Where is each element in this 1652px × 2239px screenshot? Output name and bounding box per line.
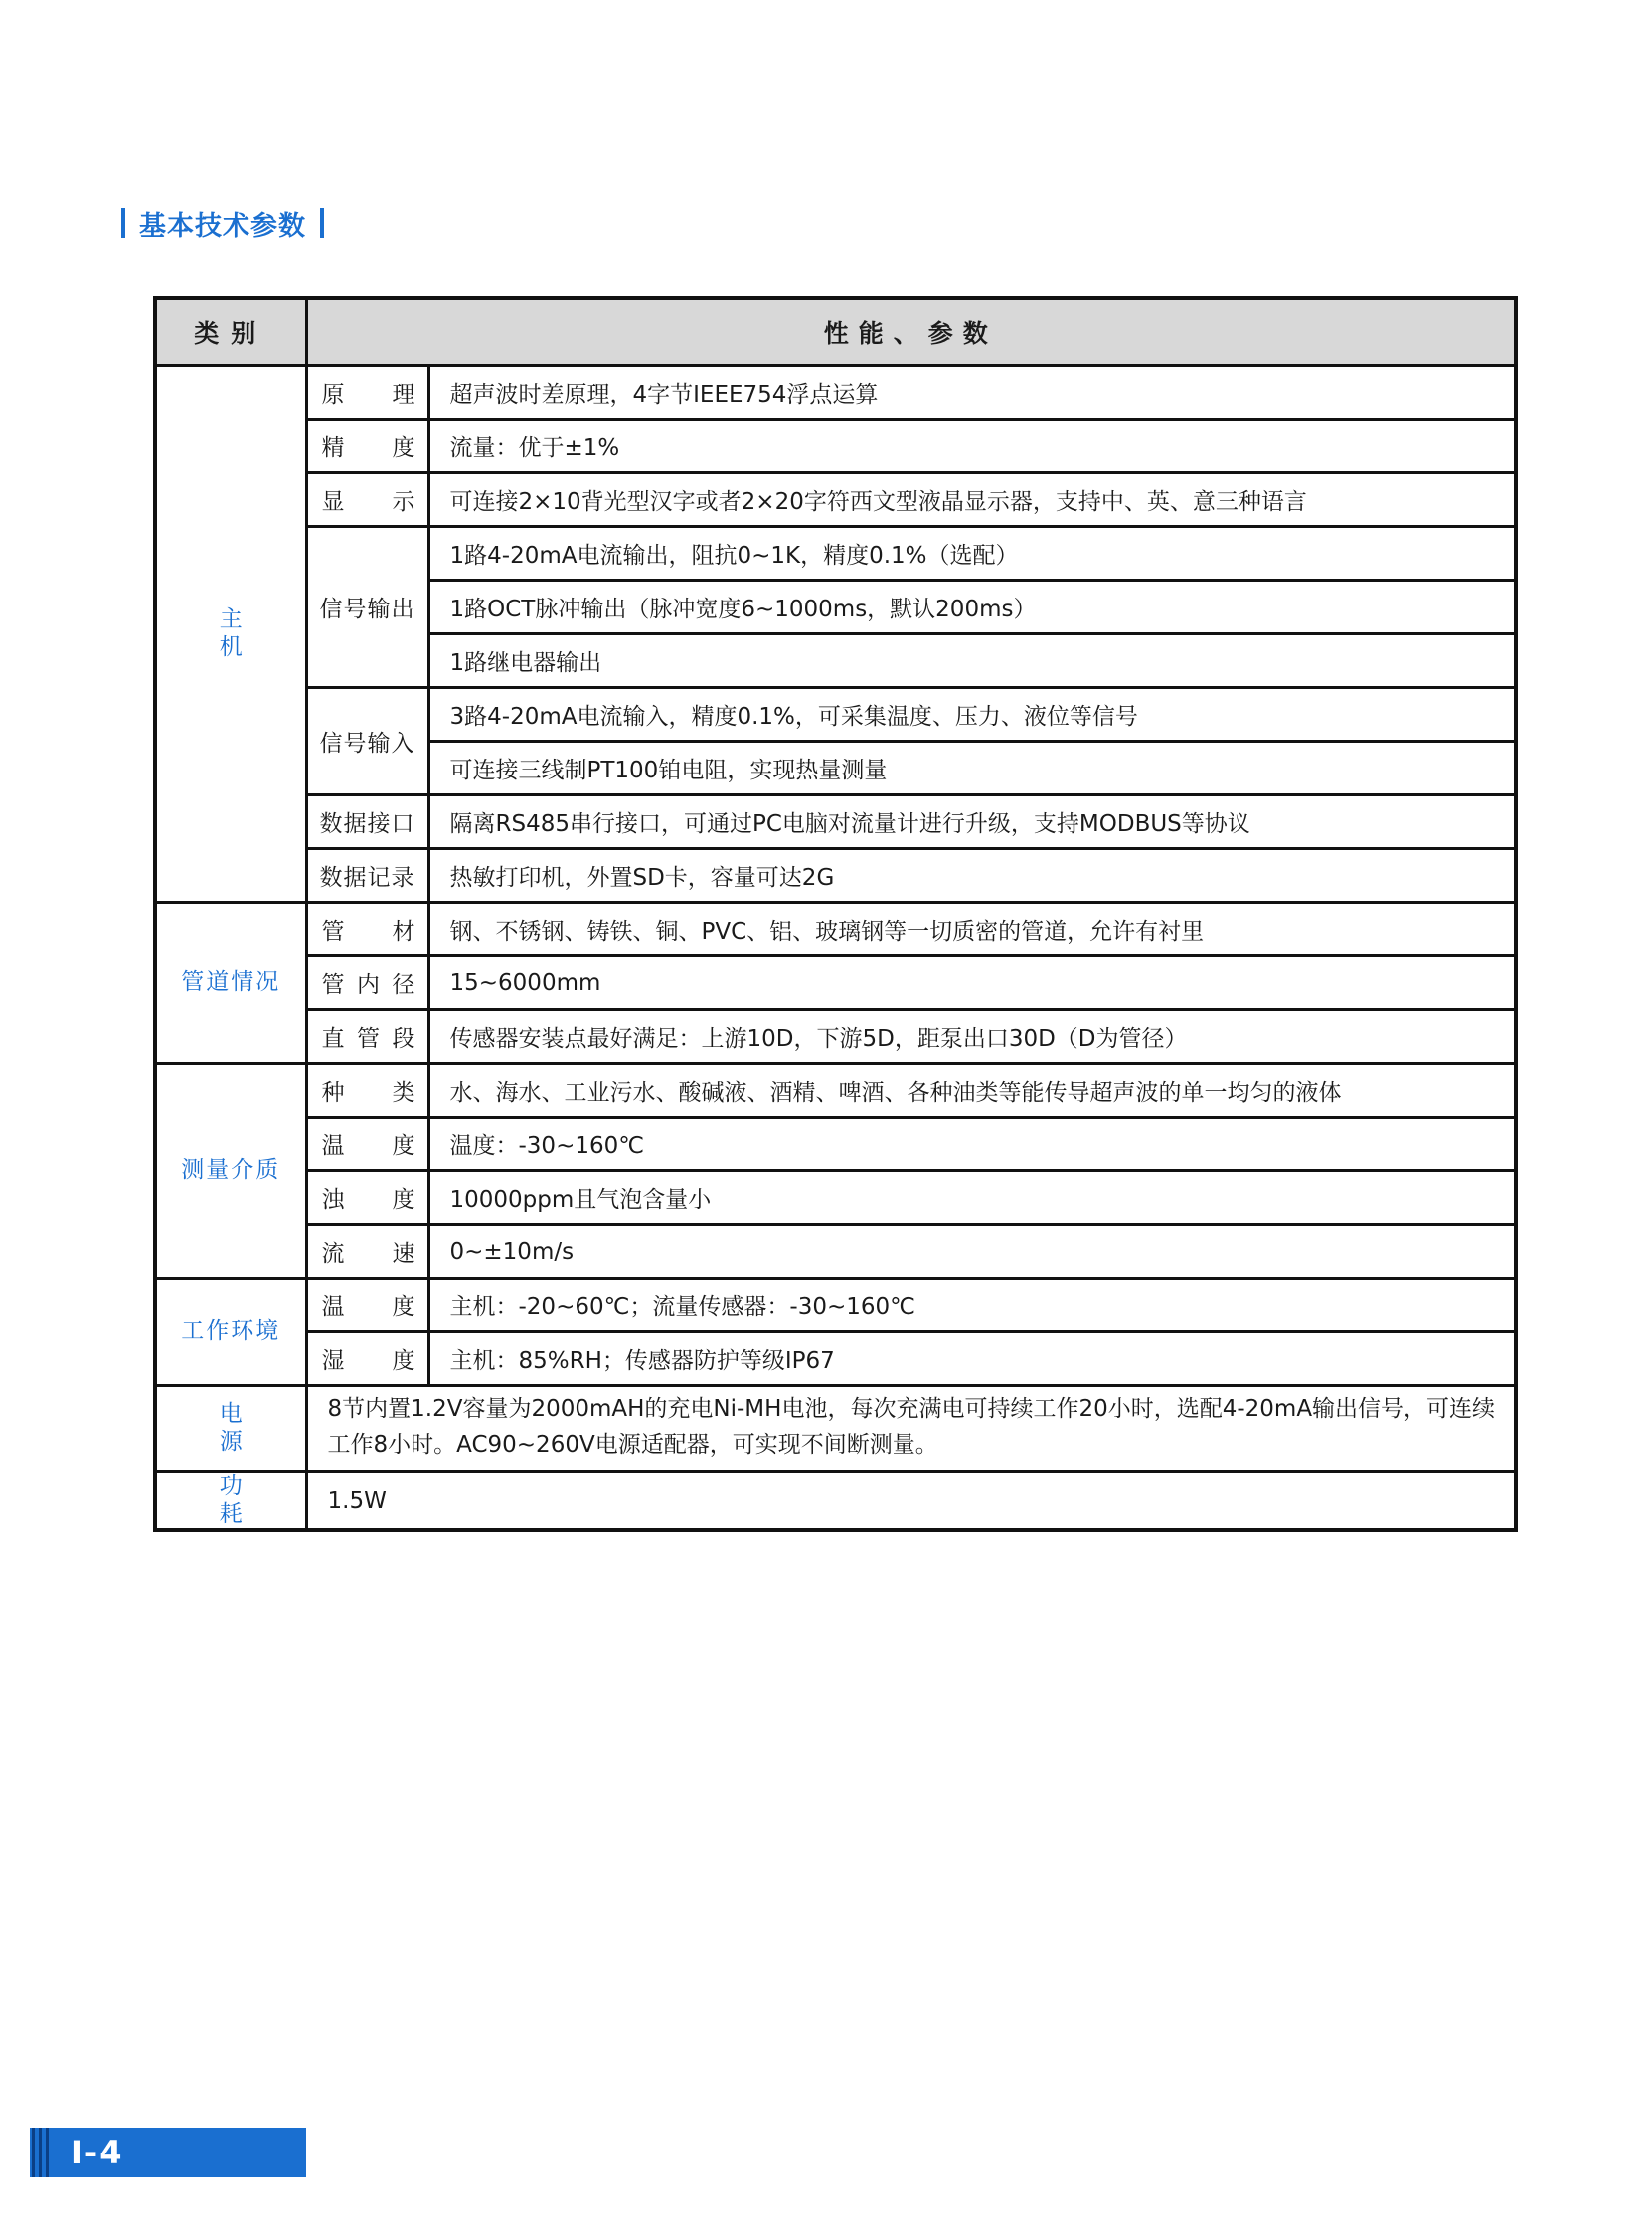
category-medium: 测量介质 (155, 1064, 306, 1279)
table-header-row (155, 298, 1516, 366)
row-value: 钢、不锈钢、铸铁、铜、PVC、铝、玻璃钢等一切质密的管道，允许有衬里 (428, 903, 1516, 956)
table-row (155, 473, 1516, 527)
row-value: 15~6000mm (428, 956, 1516, 1010)
header-category: 类别 (155, 298, 306, 366)
header-params: 性能、参数 (306, 298, 1516, 366)
row-value: 1.5W (306, 1472, 1516, 1531)
table-row (155, 1118, 1516, 1171)
category-pipe: 管道情况 (155, 903, 306, 1064)
table-row (155, 527, 1516, 581)
section-title (121, 203, 324, 243)
row-label: 温度 (306, 1279, 428, 1332)
row-value: 水、海水、工业污水、酸碱液、酒精、啤酒、各种油类等能传导超声波的单一均匀的液体 (428, 1064, 1516, 1118)
table-row (155, 366, 1516, 420)
page-number: I-4 (71, 2134, 124, 2171)
table-row (155, 1010, 1516, 1064)
row-label: 浊度 (306, 1171, 428, 1225)
table-row (155, 1386, 1516, 1472)
table-row (155, 956, 1516, 1010)
table-row (155, 1279, 1516, 1332)
table-row (155, 903, 1516, 956)
row-value: 温度：-30~160℃ (428, 1118, 1516, 1171)
row-label: 显示 (306, 473, 428, 527)
row-value: 隔离RS485串行接口，可通过PC电脑对流量计进行升级，支持MODBUS等协议 (428, 795, 1516, 849)
row-label: 种类 (306, 1064, 428, 1118)
table-row (155, 1332, 1516, 1386)
category-host: 主机 (155, 366, 306, 903)
row-value: 主机：-20~60℃；流量传感器：-30~160℃ (428, 1279, 1516, 1332)
row-label: 管内径 (306, 956, 428, 1010)
category-power: 电源 (155, 1386, 306, 1472)
row-value: 3路4-20mA电流输入，精度0.1%，可采集温度、压力、液位等信号 (428, 688, 1516, 742)
row-label: 原理 (306, 366, 428, 420)
table-row (155, 688, 1516, 742)
row-value: 传感器安装点最好满足：上游10D，下游5D，距泵出口30D（D为管径） (428, 1010, 1516, 1064)
table-row (155, 1472, 1516, 1531)
row-label: 信号输入 (306, 688, 428, 795)
row-value: 可连接2×10背光型汉字或者2×20字符西文型液晶显示器，支持中、英、意三种语言 (428, 473, 1516, 527)
row-value: 1路OCT脉冲输出（脉冲宽度6~1000ms，默认200ms） (428, 581, 1516, 634)
table-row (155, 849, 1516, 903)
row-label: 精度 (306, 420, 428, 473)
spec-table (153, 296, 1518, 1532)
category-environment: 工作环境 (155, 1279, 306, 1386)
row-label: 管材 (306, 903, 428, 956)
row-value: 热敏打印机，外置SD卡，容量可达2G (428, 849, 1516, 903)
row-value: 流量：优于±1% (428, 420, 1516, 473)
title-bar-right (320, 208, 324, 238)
title-bar-left (121, 208, 125, 238)
row-value: 1路4-20mA电流输出，阻抗0~1K，精度0.1%（选配） (428, 527, 1516, 581)
row-label: 流速 (306, 1225, 428, 1279)
row-value: 0~±10m/s (428, 1225, 1516, 1279)
row-label: 湿度 (306, 1332, 428, 1386)
table-row (155, 795, 1516, 849)
row-label: 温度 (306, 1118, 428, 1171)
row-label: 数据记录 (306, 849, 428, 903)
category-consumption: 功耗 (155, 1472, 306, 1531)
page-tab-stripes (30, 2128, 49, 2177)
page-number-tab (30, 2128, 306, 2177)
table-row (155, 1225, 1516, 1279)
row-value: 主机：85%RH；传感器防护等级IP67 (428, 1332, 1516, 1386)
row-value: 可连接三线制PT100铂电阻，实现热量测量 (428, 742, 1516, 795)
table-row (155, 1064, 1516, 1118)
row-value: 超声波时差原理，4字节IEEE754浮点运算 (428, 366, 1516, 420)
row-label: 数据接口 (306, 795, 428, 849)
row-label: 信号输出 (306, 527, 428, 688)
row-label: 直管段 (306, 1010, 428, 1064)
table-row (155, 1171, 1516, 1225)
section-title-text: 基本技术参数 (139, 210, 306, 242)
row-value: 8节内置1.2V容量为2000mAH的充电Ni-MH电池，每次充满电可持续工作20小时，选配4-20mA输出信号，可连续工作8小时。AC90~260V电源适配器，可实现不间断测量。 (306, 1386, 1516, 1472)
row-value: 1路继电器输出 (428, 634, 1516, 688)
row-value: 10000ppm且气泡含量小 (428, 1171, 1516, 1225)
table-row (155, 420, 1516, 473)
